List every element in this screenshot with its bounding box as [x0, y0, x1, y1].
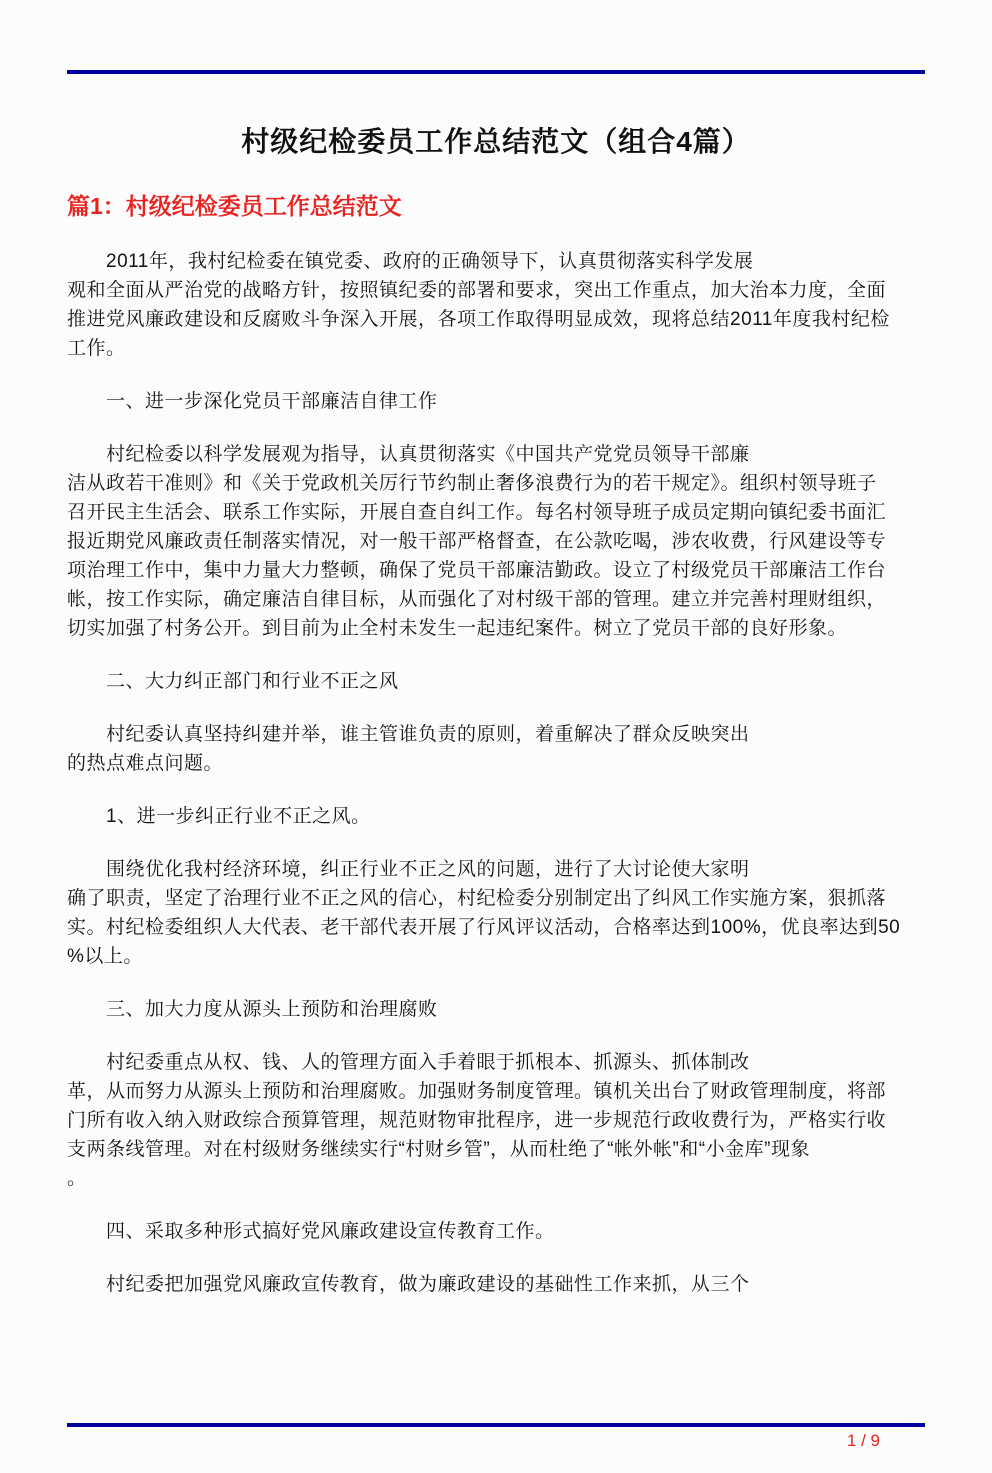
section-heading: 篇1：村级纪检委员工作总结范文 [67, 193, 402, 219]
top-horizontal-rule [67, 70, 925, 74]
paragraph-line: 村纪委把加强党风廉政宣传教育，做为廉政建设的基础性工作来抓，从三个 [106, 1274, 750, 1295]
paragraph-line: 工作。 [67, 338, 126, 359]
document-title: 村级纪检委员工作总结范文（组合4篇） [241, 126, 751, 157]
paragraph-line: 召开民主生活会、联系工作实际，开展自查自纠工作。每名村领导班子成员定期向镇纪委书面汇 [67, 502, 887, 523]
subsection-heading: 三、加大力度从源头上预防和治理腐败 [106, 999, 438, 1020]
paragraph [67, 720, 925, 778]
document-page [0, 70, 992, 1473]
page-number-indicator: 1 / 9 [846, 1431, 880, 1450]
paragraph-line: 推进党风廉政建设和反腐败斗争深入开展，各项工作取得明显成效，现将总结2011年度我村纪检 [67, 309, 890, 330]
paragraph-line: 2011年，我村纪检委在镇党委、政府的正确领导下，认真贯彻落实科学发展 [106, 251, 754, 272]
paragraph [67, 1048, 925, 1193]
bottom-horizontal-rule [67, 1423, 925, 1427]
paragraph-line: 。 [67, 1168, 87, 1189]
paragraph [67, 247, 925, 363]
paragraph-line: 洁从政若干准则》和《关于党政机关厉行节约制止奢侈浪费行为的若干规定》。组织村领导班子 [67, 473, 877, 494]
document-body [67, 247, 925, 1299]
paragraph [67, 1270, 925, 1299]
paragraph [67, 855, 925, 971]
paragraph-line: 村纪委重点从权、钱、人的管理方面入手着眼于抓根本、抓源头、抓体制改 [106, 1052, 750, 1073]
paragraph-line: 切实加强了村务公开。到目前为止全村未发生一起违纪案件。树立了党员干部的良好形象。 [67, 618, 848, 639]
paragraph-line: 围绕优化我村经济环境，纠正行业不正之风的问题，进行了大讨论使大家明 [106, 859, 750, 880]
paragraph-line: 门所有收入纳入财政综合预算管理，规范财物审批程序，进一步规范行政收费行为，严格实行收 [67, 1110, 887, 1131]
paragraph-line: 确了职责，坚定了治理行业不正之风的信心，村纪检委分别制定出了纠风工作实施方案，狠抓落 [67, 888, 887, 909]
paragraph-line: 报近期党风廉政责任制落实情况，对一般干部严格督查，在公款吃喝，涉农收费，行风建设等专 [67, 531, 887, 552]
subsection-heading: 1、进一步纠正行业不正之风。 [106, 806, 371, 827]
subsection-heading: 一、进一步深化党员干部廉洁自律工作 [106, 391, 438, 412]
paragraph-line: 村纪检委以科学发展观为指导，认真贯彻落实《中国共产党党员领导干部廉 [106, 444, 750, 465]
paragraph-line: 的热点难点问题。 [67, 753, 224, 774]
paragraph-line: 支两条线管理。对在村级财务继续实行“村财乡管”，从而杜绝了“帐外帐”和“小金库”现象 [67, 1139, 810, 1160]
paragraph-line: 革，从而努力从源头上预防和治理腐败。加强财务制度管理。镇机关出台了财政管理制度，将部 [67, 1081, 887, 1102]
subsection-heading: 二、大力纠正部门和行业不正之风 [106, 671, 399, 692]
subsection-heading: 四、采取多种形式搞好党风廉政建设宣传教育工作。 [106, 1221, 555, 1242]
paragraph-line: 项治理工作中，集中力量大力整顿，确保了党员干部廉洁勤政。设立了村级党员干部廉洁工作台 [67, 560, 887, 581]
paragraph-line: 实。村纪检委组织人大代表、老干部代表开展了行风评议活动，合格率达到100%，优良率达到50 [67, 917, 901, 938]
paragraph [67, 440, 925, 643]
paragraph-line: 村纪委认真坚持纠建并举，谁主管谁负责的原则，着重解决了群众反映突出 [106, 724, 750, 745]
paragraph-line: 帐，按工作实际，确定廉洁自律目标，从而强化了对村级干部的管理。建立并完善村理财组织， [67, 589, 887, 610]
paragraph-line: %以上。 [67, 946, 143, 967]
paragraph-line: 观和全面从严治党的战略方针，按照镇纪委的部署和要求，突出工作重点，加大治本力度，全面 [67, 280, 887, 301]
